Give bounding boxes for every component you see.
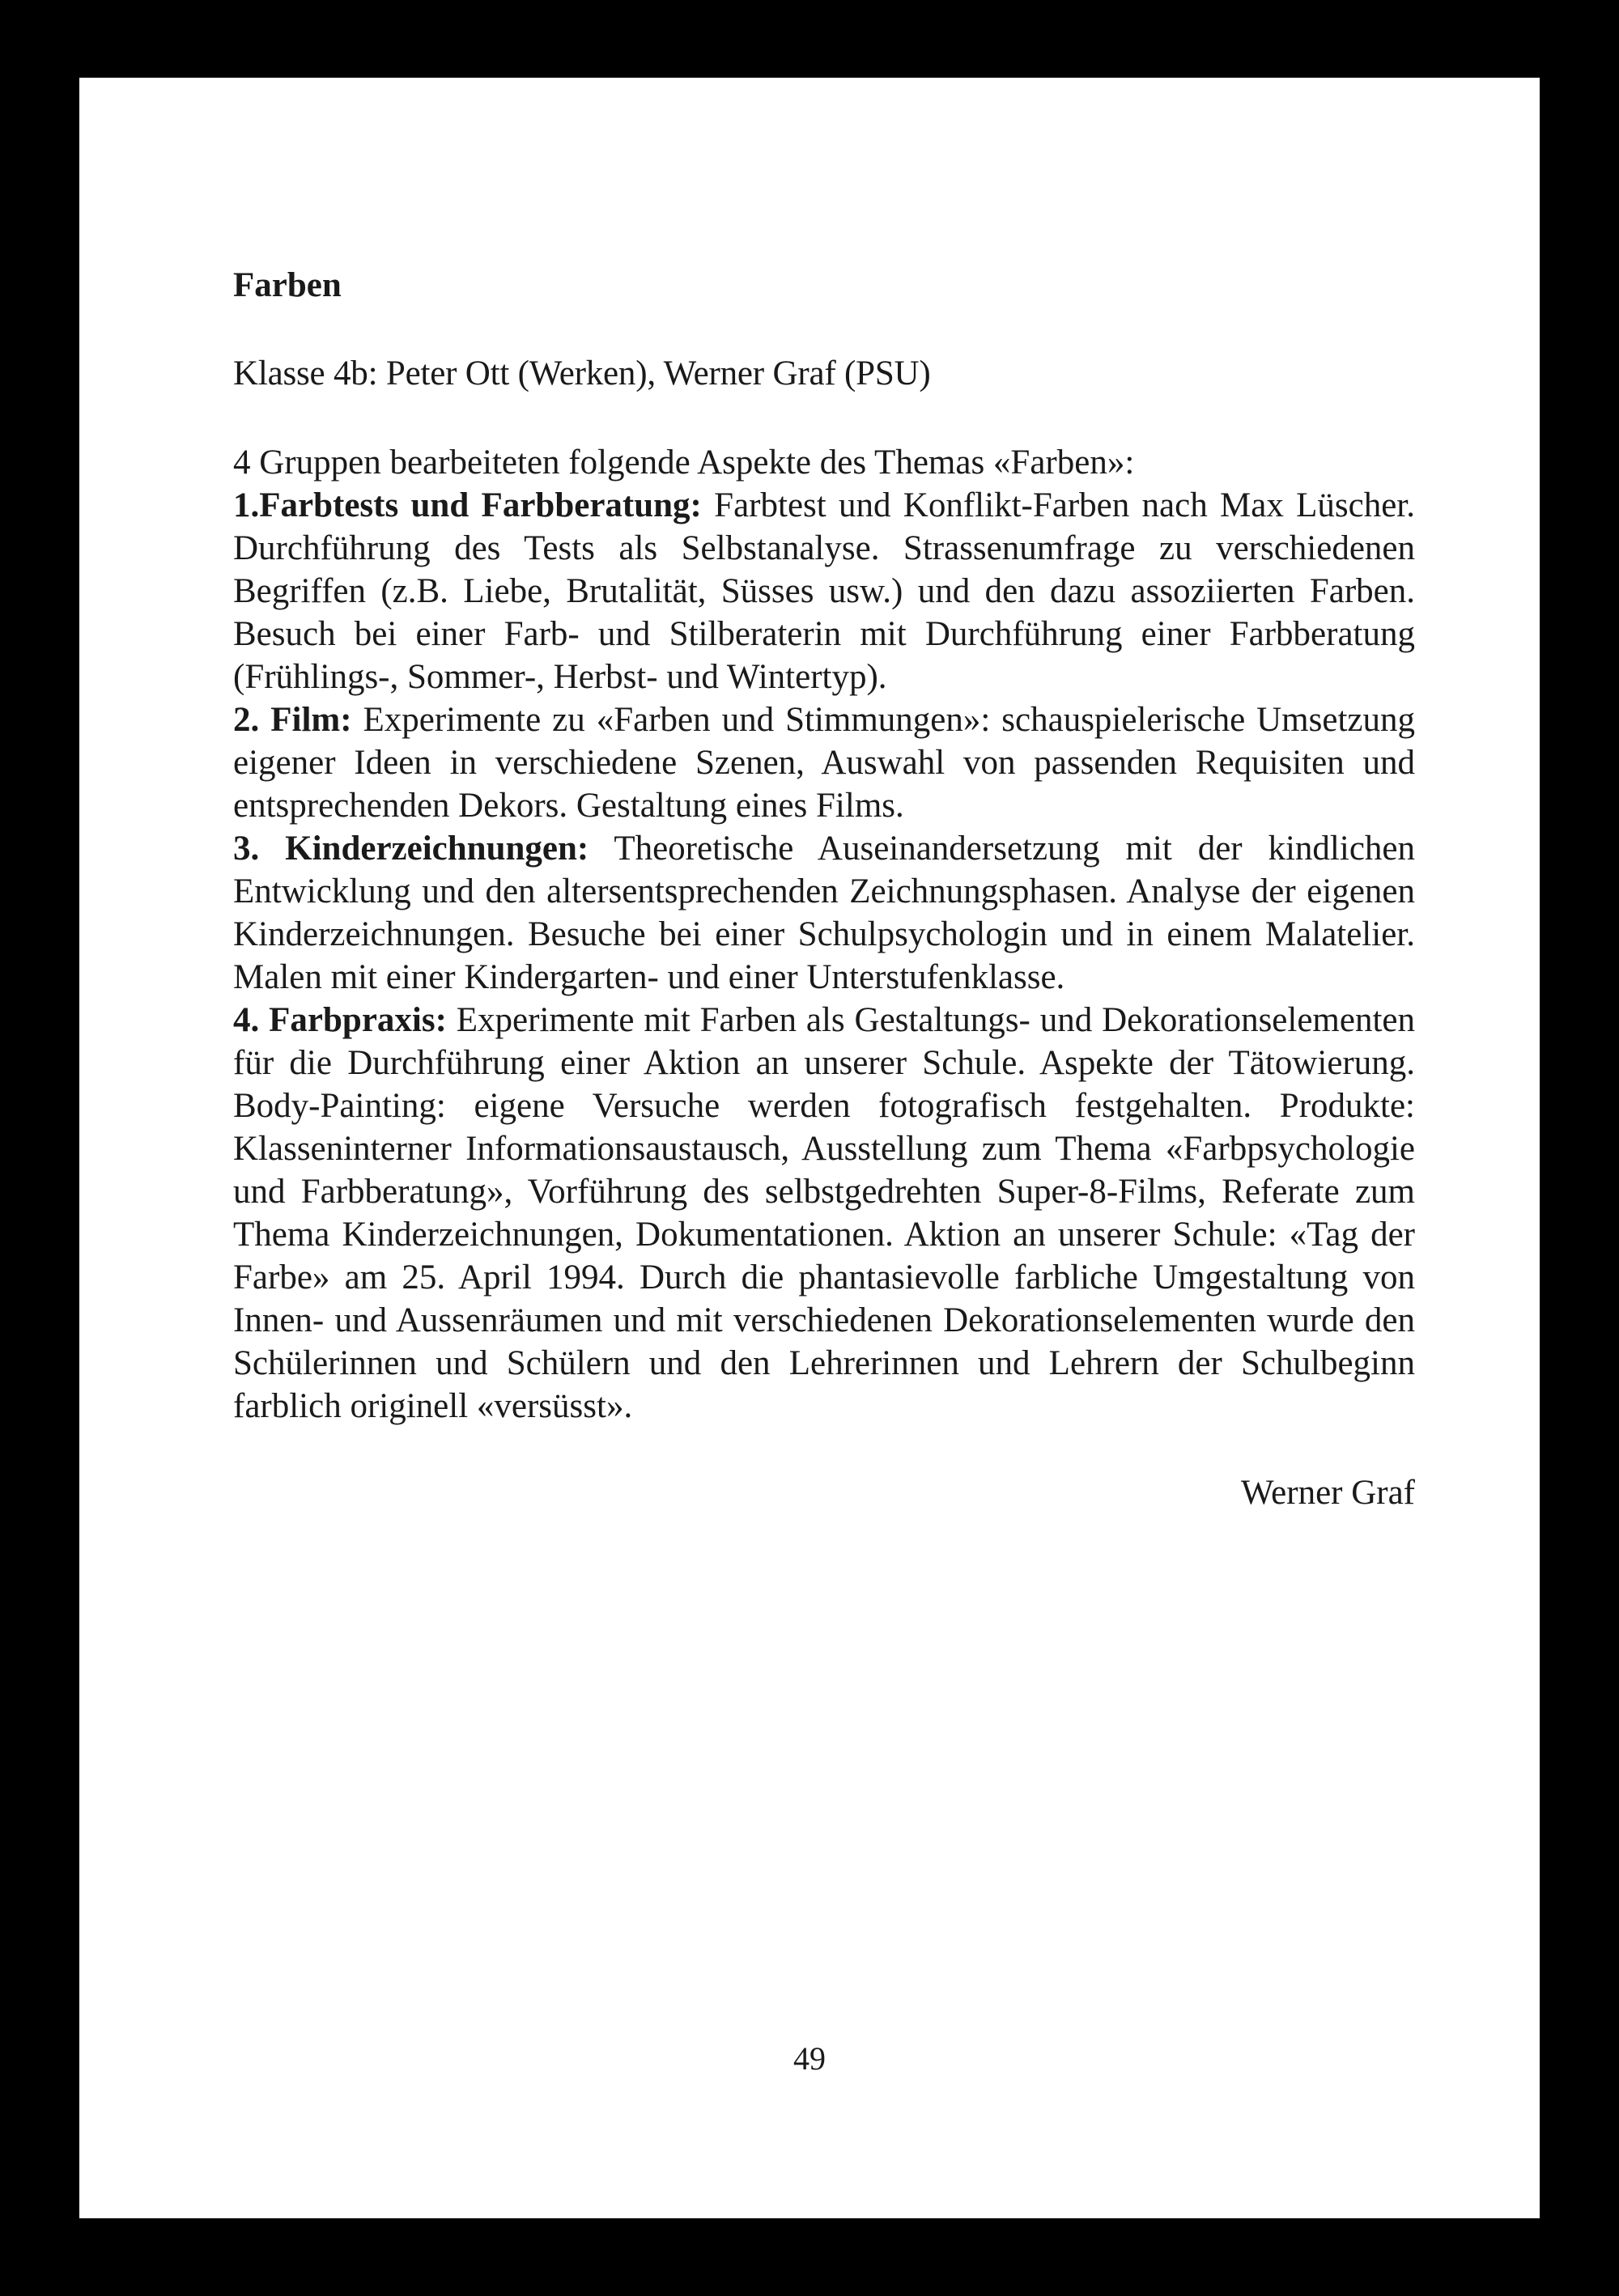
author-signature: Werner Graf — [1241, 1474, 1415, 1512]
intro-paragraph: 4 Gruppen bearbeiteten folgende Aspekte des Themas «Farben»: — [233, 443, 1135, 482]
section-kinderzeichnungen — [233, 827, 1415, 999]
section-text: Farbtest und Konflikt-Farben nach Max Lüscher. Durchführung des Tests als Selbstanalyse. Strassenumfrage zu verschiedenen Begriffen (z.B. Liebe, Brutalität, Süsses usw.) und den dazu assoziierten Farben. Besuch bei einer Farb- und Stilberaterin mit Durchführung einer Farbberatung (Frühlings-, Sommer-, Herbst- und Wintertyp). — [233, 486, 1415, 696]
section-farbpraxis — [233, 999, 1415, 1428]
document-page — [79, 78, 1540, 2218]
article-title: Farben — [233, 266, 342, 304]
section-heading: 1.Farbtests und Farbberatung: — [233, 486, 702, 524]
section-text: Theoretische Auseinandersetzung mit der kindlichen Entwicklung und den altersentsprechenden Zeichnungsphasen. Analyse der eigenen Kinderzeichnungen. Besuche bei einer Schulpsychologin und in einem Malatelier. Malen mit einer Kindergarten- und einer Unterstufenklasse. — [233, 830, 1415, 996]
section-text: Experimente zu «Farben und Stimmungen»: schauspielerische Umsetzung eigener Ideen in verschiedene Szenen, Auswahl von passenden Requisiten und entsprechenden Dekors. Gestaltung eines Films. — [233, 701, 1415, 825]
section-film — [233, 698, 1415, 827]
class-line: Klasse 4b: Peter Ott (Werken), Werner Graf (PSU) — [233, 354, 931, 393]
article-body — [233, 264, 1415, 1514]
section-heading: 3. Kinderzeichnungen: — [233, 830, 589, 868]
page-number: 49 — [793, 2040, 826, 2077]
section-heading: 2. Film: — [233, 701, 352, 739]
section-farbtests — [233, 484, 1415, 698]
section-text: Experimente mit Farben als Gestaltungs- und Dekorationselementen für die Durchführung einer Aktion an unserer Schule. Aspekte der Tätowierung. Body-Painting: eigene Versuche werden fotografisch festgehalten. Produkte: Klasseninterner Informationsaustausch, Ausstellung zum Thema «Farbpsychologie und Farbberatung», Vorführung des selbstgedrehten Super-8-Films, Referate zum Thema Kinderzeichnungen, Dokumentationen. Aktion an unserer Schule: «Tag der Farbe» am 25. April 1994. Durch die phantasievolle farbliche Umgestaltung von Innen- und Aussenräumen und mit verschiedenen Dekorationselementen wurde den Schülerinnen und Schülern und den Lehrerinnen und Lehrern der Schulbeginn farblich originell «versüsst». — [233, 1001, 1415, 1425]
section-heading: 4. Farbpraxis: — [233, 1001, 447, 1039]
